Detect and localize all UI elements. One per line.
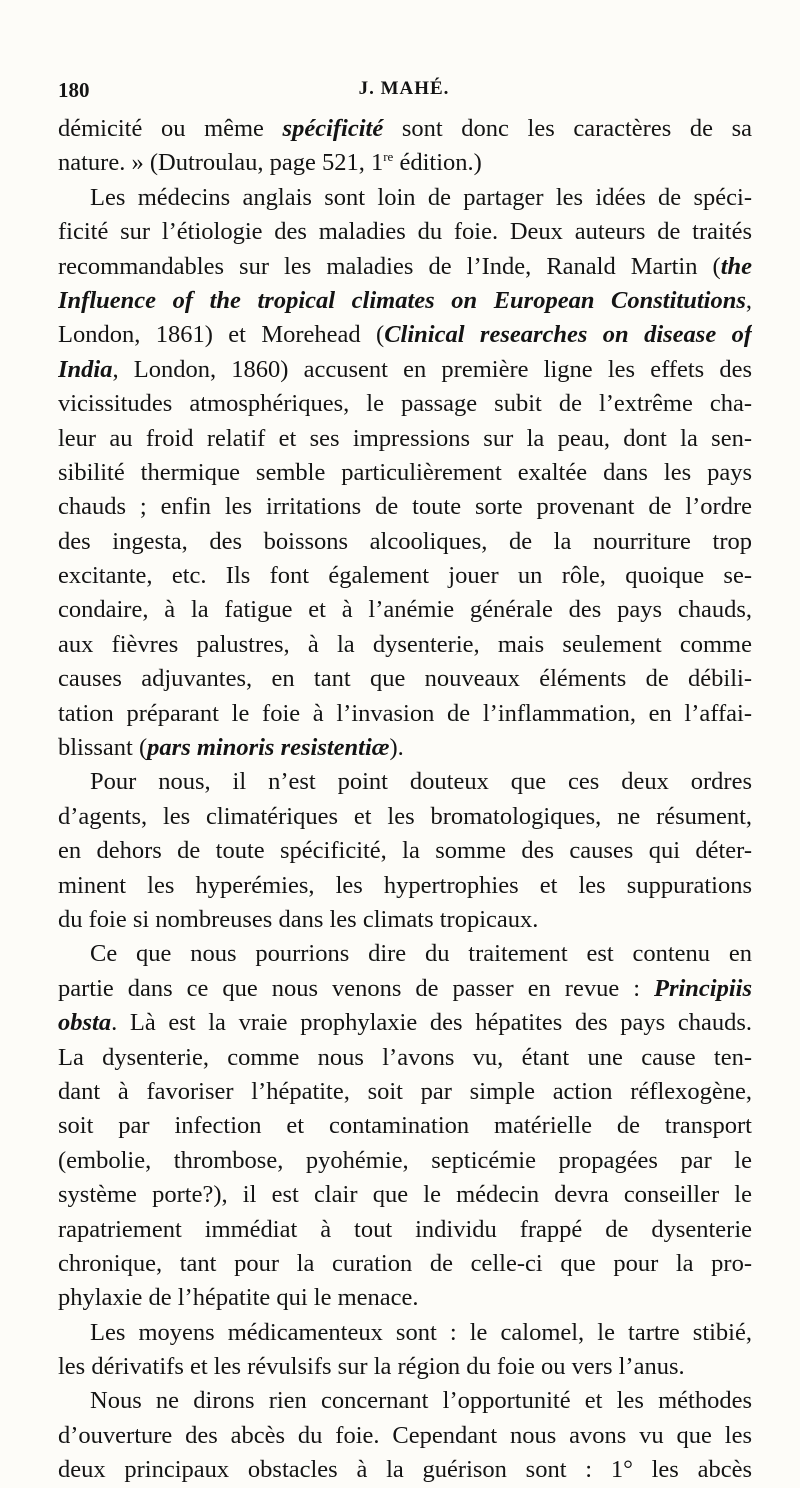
text-run: rapatriement immédiat à tout individu frappé de dysenterie [58, 1215, 752, 1243]
text-run: édition.) [393, 149, 482, 177]
text-run: recommandables sur les maladies de l’Inde, Ranald Martin ( [58, 252, 721, 280]
text-run: des ingesta, des boissons alcooliques, de la nourriture trop [58, 527, 752, 555]
text-line [58, 697, 752, 731]
text-line [58, 937, 752, 971]
text-run: tation préparant le foie à l’invasion de l’inflammation, en l’affai- [58, 699, 752, 727]
text-run: Ce que nous pourrions dire du traitement est contenu en [90, 940, 752, 968]
text-run: soit par infection et contamination matérielle de transport [58, 1112, 752, 1140]
text-line [58, 800, 752, 834]
text-run: blissant ( [58, 734, 148, 762]
text-run: , [745, 286, 752, 314]
text-line [58, 559, 752, 593]
text-run: dant à favoriser l’hépatite, soit par simple action réflexogène, [58, 1077, 752, 1105]
italic-text: pars minoris resistentiæ [147, 734, 390, 762]
italic-text: Influence of the tropical climates on European Constitutions [58, 286, 746, 314]
text-line [58, 1350, 752, 1384]
text-run: chauds ; enfin les irritations de toute sorte provenant de l’ordre [58, 493, 752, 521]
text-line [58, 869, 752, 903]
text-line [58, 765, 752, 799]
text-line [58, 284, 752, 318]
text-run: les dérivatifs et les révulsifs sur la région du foie ou vers l’anus. [58, 1353, 685, 1381]
text-line [58, 1419, 752, 1453]
running-head: J. MAHÉ. [358, 78, 450, 99]
text-run: en dehors de toute spécificité, la somme des causes qui déter- [58, 837, 752, 865]
text-line [58, 1075, 752, 1109]
text-line [58, 146, 752, 180]
text-line [58, 1316, 752, 1350]
italic-text: Clinical researches on disease of [384, 321, 752, 349]
text-line [58, 1384, 752, 1418]
text-run: ficité sur l’étiologie des maladies du foie. Deux auteurs de traités [58, 218, 752, 246]
text-line [58, 215, 752, 249]
text-line [58, 387, 752, 421]
italic-text: India [58, 355, 113, 383]
text-line [58, 662, 752, 696]
text-run: , London, 1860) accusent en première ligne les effets des [112, 355, 752, 383]
text-line [58, 490, 752, 524]
text-run: leur au froid relatif et ses impressions sur la peau, dont la sen- [58, 424, 752, 452]
text-run: chronique, tant pour la curation de celle-ci que pour la pro- [58, 1249, 752, 1277]
text-run: Pour nous, il n’est point douteux que ces deux ordres [90, 768, 752, 796]
page-number: 180 [58, 78, 90, 102]
text-run: phylaxie de l’hépatite qui le menace. [58, 1284, 419, 1312]
text-run: La dysenterie, comme nous l’avons vu, étant une cause ten- [58, 1043, 752, 1071]
italic-text: the [720, 252, 752, 280]
text-run: partie dans ce que nous venons de passer en revue : [58, 974, 654, 1002]
text-run: d’agents, les climatériques et les bromatologiques, ne résument, [58, 802, 752, 830]
text-run: vicissitudes atmosphériques, le passage subit de l’extrême cha- [58, 390, 752, 418]
text-run: démicité ou même [58, 115, 283, 142]
text-run: London, 1861) et Morehead ( [58, 321, 385, 349]
text-line [58, 318, 752, 352]
text-line [58, 834, 752, 868]
text-run: ). [389, 734, 404, 762]
text-line [58, 525, 752, 559]
text-run: Les moyens médicamenteux sont : le calomel, le tartre stibié, [90, 1318, 752, 1346]
text-run: d’ouverture des abcès du foie. Cependant nous avons vu que les [58, 1421, 752, 1449]
text-line [58, 456, 752, 490]
text-run: sont donc les caractères de sa [383, 115, 752, 142]
text-line [58, 1281, 752, 1315]
superscript: re [383, 149, 394, 165]
text-line [58, 903, 752, 937]
text-line [58, 731, 752, 765]
text-run: nature. » (Dutroulau, page 521, 1 [58, 149, 384, 177]
text-run: excitante, etc. Ils font également jouer un rôle, quoique se- [58, 562, 752, 590]
text-line [58, 1247, 752, 1281]
text-run: condaire, à la fatigue et à l’anémie générale des pays chauds, [58, 596, 752, 624]
text-line [58, 593, 752, 627]
text-run: aux fièvres palustres, à la dysenterie, mais seulement comme [58, 630, 752, 658]
text-line [58, 250, 752, 284]
page-header [58, 78, 750, 104]
text-run: Les médecins anglais sont loin de partager les idées de spéci- [90, 183, 752, 211]
text-line [58, 628, 752, 662]
text-line [58, 1144, 752, 1178]
text-run: (embolie, thrombose, pyohémie, septicémie propagées par le [58, 1146, 752, 1174]
text-run: . Là est la vraie prophylaxie des hépatites des pays chauds. [111, 1009, 752, 1037]
text-line [58, 1006, 752, 1040]
italic-text: obsta [58, 1009, 112, 1037]
text-line [58, 1453, 752, 1487]
italic-text: Principiis [653, 974, 752, 1002]
text-run: deux principaux obstacles à la guérison sont : 1° les abcès [58, 1456, 752, 1484]
text-line [58, 1213, 752, 1247]
text-line [58, 353, 752, 387]
text-line [58, 1109, 752, 1143]
text-run: système porte?), il est clair que le médecin devra conseiller le [58, 1181, 752, 1209]
text-line [58, 972, 752, 1006]
text-run: causes adjuvantes, en tant que nouveaux éléments de débili- [58, 665, 752, 693]
text-line [58, 1041, 752, 1075]
text-line [58, 112, 752, 146]
text-line [58, 422, 752, 456]
text-run: du foie si nombreuses dans les climats tropicaux. [58, 905, 539, 933]
text-run: sibilité thermique semble particulièrement exaltée dans les pays [58, 458, 752, 486]
italic-text: spécificité [282, 115, 384, 142]
text-line [58, 181, 752, 215]
text-run: Nous ne dirons rien concernant l’opportunité et les méthodes [90, 1387, 752, 1415]
text-run: minent les hyperémies, les hypertrophies et les suppurations [58, 871, 752, 899]
text-line [58, 1178, 752, 1212]
body-text [58, 112, 752, 1488]
